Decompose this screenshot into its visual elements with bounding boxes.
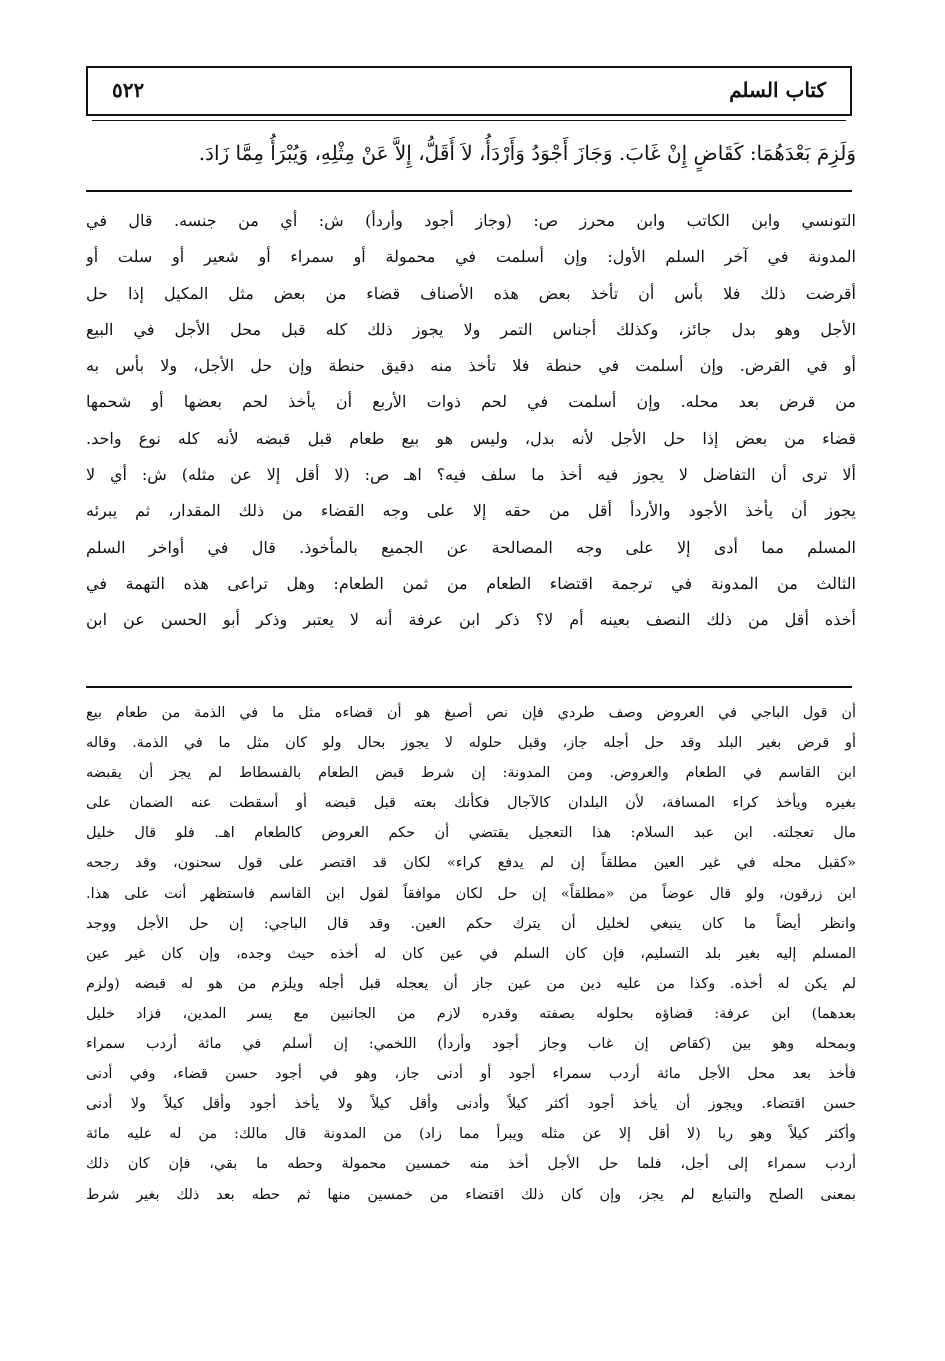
page-number: ٥٢٢ bbox=[112, 78, 145, 102]
footnote-line: مال تعجلته. ابن عبد السلام: هذا التعجيل يقتضي أن حكم العروض كالطعام اهـ. فلو قال خليل bbox=[86, 825, 856, 842]
footnote-line: لم يكن له أخذه. وكذا من عليه دين من عين جاز أن يعجله قبل أجله ويلزم من هو له قبضه (ولزم bbox=[86, 975, 856, 992]
footnote-line: «كقبل محله في غير العين مطلقاً إن لم يدفع كراء» لكان قد اقتصر على قول سحنون، وقد رجحه bbox=[86, 855, 856, 872]
footnote-line: فأخذ بعد محل الأجل مائة أردب سمراء أجود أو أدنى جاز، وهو في أجود حسن قضاء، وفي أدنى bbox=[86, 1066, 856, 1083]
footnote-line: أو قرض بغير البلد وقد حل أجله جاز، وقبل حلوله لا يجوز بحال ولو كان مثل ما في الذمة. وقاله bbox=[86, 735, 856, 752]
commentary-line: أقرضت ذلك فلا بأس أن تأخذ بعض هذه الأصناف قضاء من بعض مثل المكيل إذا حل bbox=[86, 283, 856, 303]
book-title: كتاب السلم bbox=[729, 78, 826, 102]
footnote-line: وأكثر كيلاً وهو ربا (لا أقل إلا عن مثله ويبرأ مما زاد) من المدونة قال مالك: من له عليه مائة bbox=[86, 1126, 856, 1143]
page-header bbox=[86, 66, 852, 116]
footnote-divider bbox=[86, 686, 852, 688]
footnote-line: ابن القاسم في الطعام والعروض. ومن المدونة: إن شرط قبض الطعام بالفسطاط لم يجز أن يقبضه bbox=[86, 765, 856, 782]
commentary-line: الثالث من المدونة في ترجمة اقتضاء الطعام من ثمن الطعام: وهل تراعى هذه التهمة في bbox=[86, 573, 856, 593]
commentary-line: أخذه أقل من ذلك النصف بعينه أم لا؟ ذكر ابن عرفة أنه لا يعتبر وذكر أبو الحسن عن ابن bbox=[86, 610, 856, 630]
footnote-line: بمعنى الصلح والتبايع لم يجز، وإن كان ذلك اقتضاء من خمسين منها ثم حطه بعد ذلك بغير شرط bbox=[86, 1186, 856, 1203]
footnote-line: المسلم إليه بغير بلد التسليم، فإن كان السلم في عين كان له أخذه حيث وجده، وإن كان غير عين bbox=[86, 945, 856, 962]
commentary-line: يجوز أن يأخذ الأجود والأردأ أقل من حقه إلا على وجه القضاء من ذلك المقدار، ثم يبرئه bbox=[86, 501, 856, 521]
commentary-line: المدونة في آخر السلم الأول: وإن أسلمت في محمولة أو سمراء أو شعير أو سلت أو bbox=[86, 247, 856, 267]
commentary-line: الأجل وهو بدل جائز، وكذلك أجناس التمر ولا يجوز ذلك كله قبل محل الأجل في البيع bbox=[86, 319, 856, 339]
commentary-line: قضاء من بعض إذا حل الأجل لأنه بدل، وليس هو بيع طعام قبل قبضه لأنه كله نوع واحد. bbox=[86, 428, 856, 448]
footnote-line: أردب سمراء إلى أجل، فلما حل الأجل أخذ منه خمسين محمولة وحطه ما بقي، فإن كان ذلك bbox=[86, 1156, 856, 1173]
commentary-line: أو في القرض. وإن أسلمت في حنطة فلا تأخذ منه دقيق حنطة وإن حل الأجل، ولا بأس به bbox=[86, 356, 856, 376]
footnote-line: أن قول الباجي في العروض وصف طردي فإن نص أصبغ هو أن قضاءه مثل ما في الذمة من طعام بيع bbox=[86, 705, 856, 721]
footnote-line: حسن اقتضاء. ويجوز أن يأخذ أجود أكثر كيلاً وأدنى وأقل كيلاً ولا يأخذ أجود وأقل كيلاً ولا أدنى bbox=[86, 1096, 856, 1113]
footnote-line: بعدهما) ابن عرفة: قضاؤه بحلوله بصفته وقدره لازم من الجانبين مع يسر المدين، فزاد خليل bbox=[86, 1005, 856, 1022]
commentary-line: ألا ترى أن التفاضل لا يجوز فيه أخذ ما سلف فيه؟ اهـ ص: (لا أقل إلا عن مثله) ش: أي لا bbox=[86, 465, 856, 485]
footnote-line: بغيره ويأخذ كراء المسافة، لأن البلدان كالآجال فكأنك بعته قبل قبضه أو أسقطت عنه الضمان على bbox=[86, 795, 856, 812]
commentary-line: المسلم مما أدى إلا على وجه المصالحة عن الجميع بالمأخوذ. قال في أواخر السلم bbox=[86, 537, 856, 557]
commentary-block bbox=[86, 203, 856, 639]
footnote-block bbox=[86, 698, 856, 1210]
footnote-line: وانظر أيضاً ما كان ينبغي لخليل أن يترك حكم العين. وقد قال الباجي: إن حل الأجل ووجد bbox=[86, 915, 856, 932]
footnote-line: ابن زرقون، ولو قال عوضاً من «مطلقاً» إن حل لكان موافقاً لقول ابن القاسم فاستظهر أنت على هذا. bbox=[86, 885, 856, 902]
footnote-line: وبمحله وهو بين (كقاض إن غاب وجاز أجود وأردأ) اللخمي: إن أسلم في مائة أردب سمراء bbox=[86, 1036, 856, 1053]
matn-text: وَلَزِمَ بَعْدَهُمَا: كَقَاضٍ إِنْ غَابَ. وَجَازَ أَجْوَدُ وَأَرْدَأُ، لاَ أَقَلُّ، إِلاَّ عَنْ مِثْلِهِ، وَيُبْرَأُ مِمَّا زَادَ. bbox=[198, 141, 856, 165]
commentary-line: التونسي وابن الكاتب وابن محرز ص: (وجاز أجود وأردأ) ش: أي من جنسه. قال في bbox=[86, 211, 856, 230]
commentary-line: من قرض بعد محله. وإن أسلمت في لحم ذوات الأربع أن يأخذ لحم بعضها أو شحمها bbox=[86, 392, 856, 412]
matn-divider bbox=[86, 190, 852, 192]
